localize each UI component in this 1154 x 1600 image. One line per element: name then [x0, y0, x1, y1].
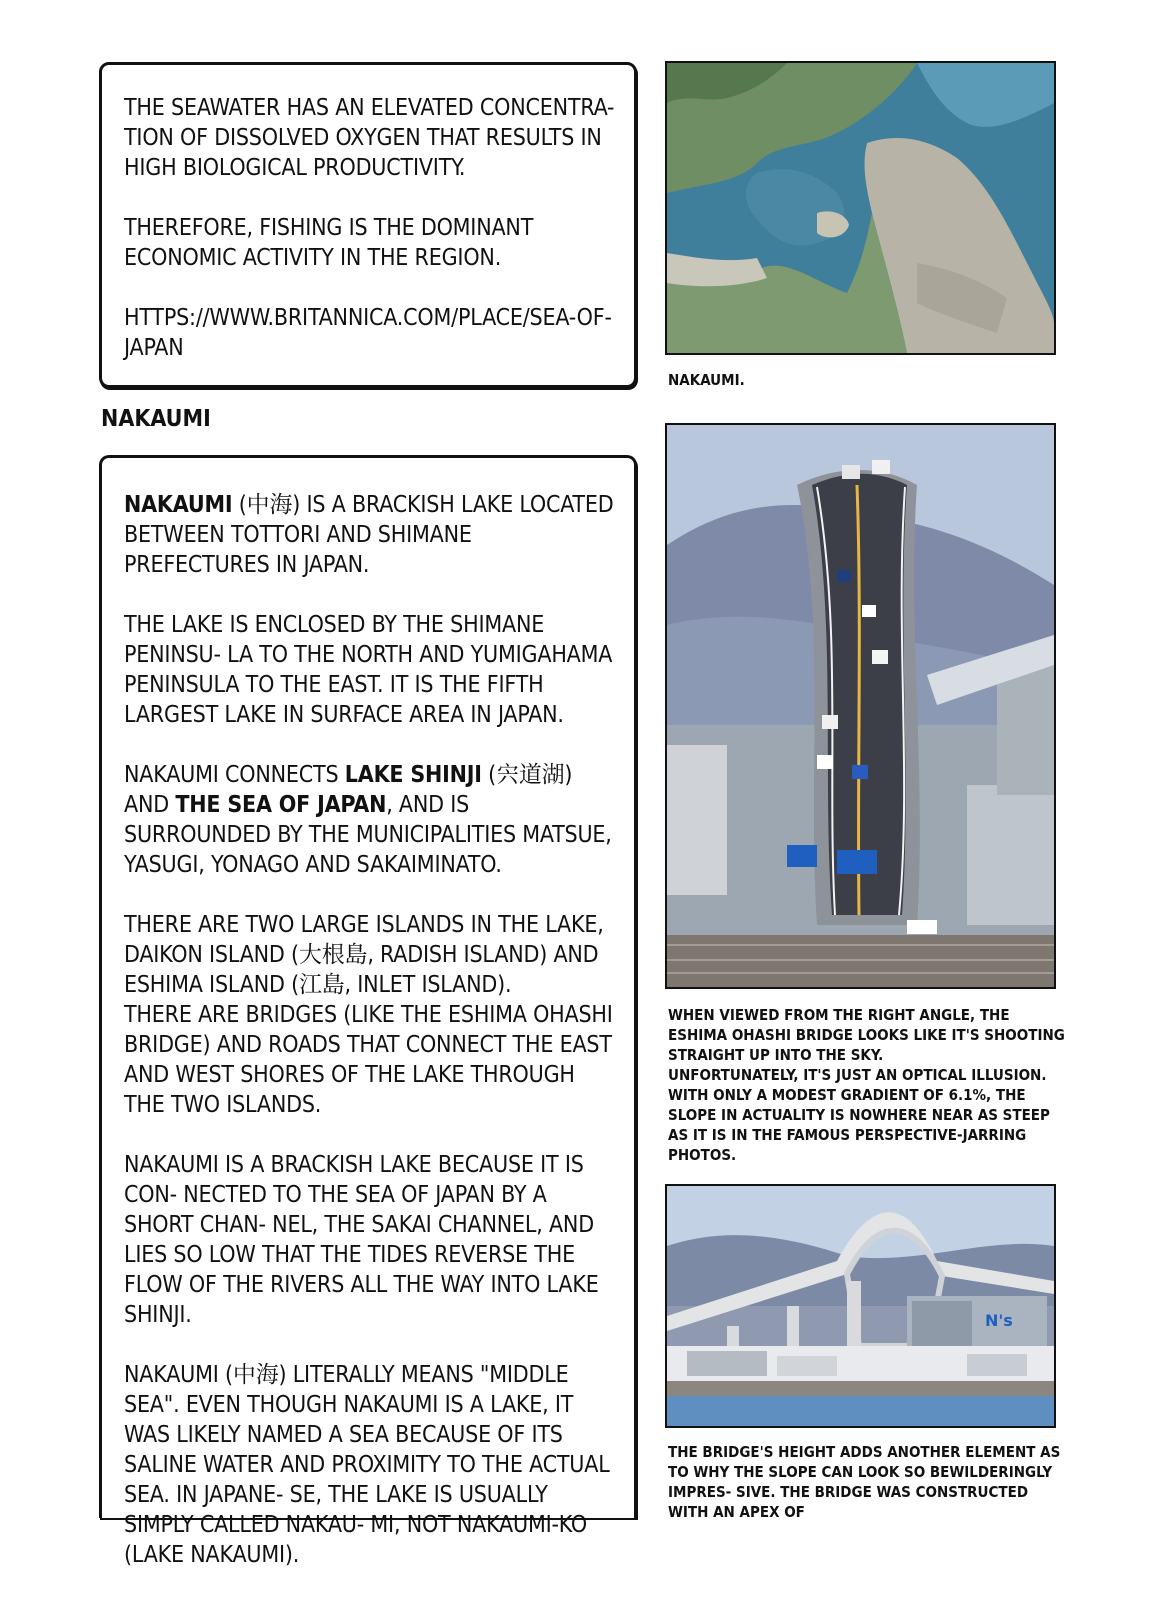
caption-arch-bridge: THE BRIDGE'S HEIGHT ADDS ANOTHER ELEMENT AS TO WHY THE SLOPE CAN LOOK SO BEWILDERINGLY IMPRES- SIVE. THE BRIDGE WAS CONSTRUCTED WITH AN APEX OF	[668, 1443, 1061, 1521]
bridges-text: THERE ARE BRIDGES (LIKE THE ESHIMA OHASHI BRIDGE) AND ROADS THAT CONNECT THE EAST AND WEST SHORES OF THE LAKE THROUGH THE TWO ISLANDS.	[124, 1002, 613, 1118]
caption-steep-bridge	[668, 1005, 1068, 1165]
caption-steep-bridge-b: UNFORTUNATELY, IT'S JUST AN OPTICAL ILLUSION. WITH ONLY A MODEST GRADIENT OF 6.1%, THE SLOPE IN ACTUALITY IS NOWHERE NEAR AS STEEP AS IT IS IN THE FAMOUS PERSPECTIVE-JARRING PHOTOS.	[668, 1066, 1050, 1164]
middle-sea-text: NAKAUMI (中海) LITERALLY MEANS "MIDDLE SEA". EVEN THOUGH NAKAUMI IS A LAKE, IT WAS LIKELY NAMED A SEA BECAUSE OF ITS SALINE WATER AND PROXIMITY TO THE ACTUAL SEA. IN JAPANE- SE, THE LAKE IS USUALLY SIMPLY CALLED NAKAU- MI, NOT NAKAUMI-KO (LAKE NAKAUMI).	[124, 1362, 610, 1568]
photo-eshima-bridge-arch	[665, 1184, 1056, 1428]
bridge-steep-image	[667, 425, 1054, 987]
britannica-link-text: HTTPS://WWW.BRITANNICA.COM/PLACE/SEA-OF- JAPAN	[124, 305, 612, 361]
text-panel-nakaumi-body	[124, 490, 616, 1600]
peninsula-text: THE LAKE IS ENCLOSED BY THE SHIMANE PENINSU- LA TO THE NORTH AND YUMIGAHAMA PENINSULA TO THE EAST. IT IS THE FIFTH LARGEST LAKE IN SURFACE AREA IN JAPAN.	[124, 612, 613, 728]
fishing-economy-text: THEREFORE, FISHING IS THE DOMINANT ECONOMIC ACTIVITY IN THE REGION.	[124, 215, 534, 271]
text-panel-nakaumi	[99, 455, 637, 1568]
caption-satellite: NAKAUMI.	[668, 371, 745, 389]
islands-text: THERE ARE TWO LARGE ISLANDS IN THE LAKE, DAIKON ISLAND (大根島, RADISH ISLAND) AND ESHIMA ISLAND (江島, INLET ISLAND).	[124, 912, 604, 998]
ns-sign: N's	[985, 1311, 1013, 1330]
caption-steep-bridge-a: WHEN VIEWED FROM THE RIGHT ANGLE, THE ESHIMA OHASHI BRIDGE LOOKS LIKE IT'S SHOOTING STRAIGHT UP INTO THE SKY.	[668, 1006, 1065, 1064]
bridge-arch-image	[667, 1186, 1054, 1426]
nakaumi-bold: NAKAUMI	[124, 492, 233, 518]
nakaumi-intro-text	[124, 490, 616, 580]
brackish-text: NAKAUMI IS A BRACKISH LAKE BECAUSE IT IS CON- NECTED TO THE SEA OF JAPAN BY A SHORT CHAN- NEL, THE SAKAI CHANNEL, AND LIES SO LOW THAT THE TIDES REVERSE THE FLOW OF THE RIVERS ALL THE WAY INTO LAKE SHINJI.	[124, 1152, 599, 1328]
lake-shinji-bold: LAKE SHINJI	[344, 762, 482, 788]
connections-c: (宍道湖) AND	[124, 762, 573, 818]
section-heading-nakaumi: NAKAUMI	[101, 406, 211, 432]
nakaumi-intro-rest: (中海) IS A BRACKISH LAKE LOCATED BETWEEN TOTTORI AND SHIMANE PREFECTURES IN JAPAN.	[124, 492, 614, 578]
connections-text	[124, 760, 616, 880]
sea-of-japan-bold: THE SEA OF JAPAN	[175, 792, 387, 818]
seawater-oxygen-text: THE SEAWATER HAS AN ELEVATED CONCENTRA- TION OF DISSOLVED OXYGEN THAT RESULTS IN HIGH BIOLOGICAL PRODUCTIVITY.	[124, 95, 615, 181]
connections-a: NAKAUMI CONNECTS	[124, 762, 345, 788]
text-panel-seawater	[99, 62, 637, 388]
satellite-image	[667, 63, 1054, 353]
text-panel-seawater-body	[124, 93, 616, 363]
satellite-photo-nakaumi	[665, 61, 1056, 355]
photo-eshima-bridge-steep	[665, 423, 1056, 989]
connections-e: , AND IS SURROUNDED BY THE MUNICIPALITIES MATSUE, YASUGI, YONAGO AND SAKAIMINATO.	[124, 792, 612, 878]
